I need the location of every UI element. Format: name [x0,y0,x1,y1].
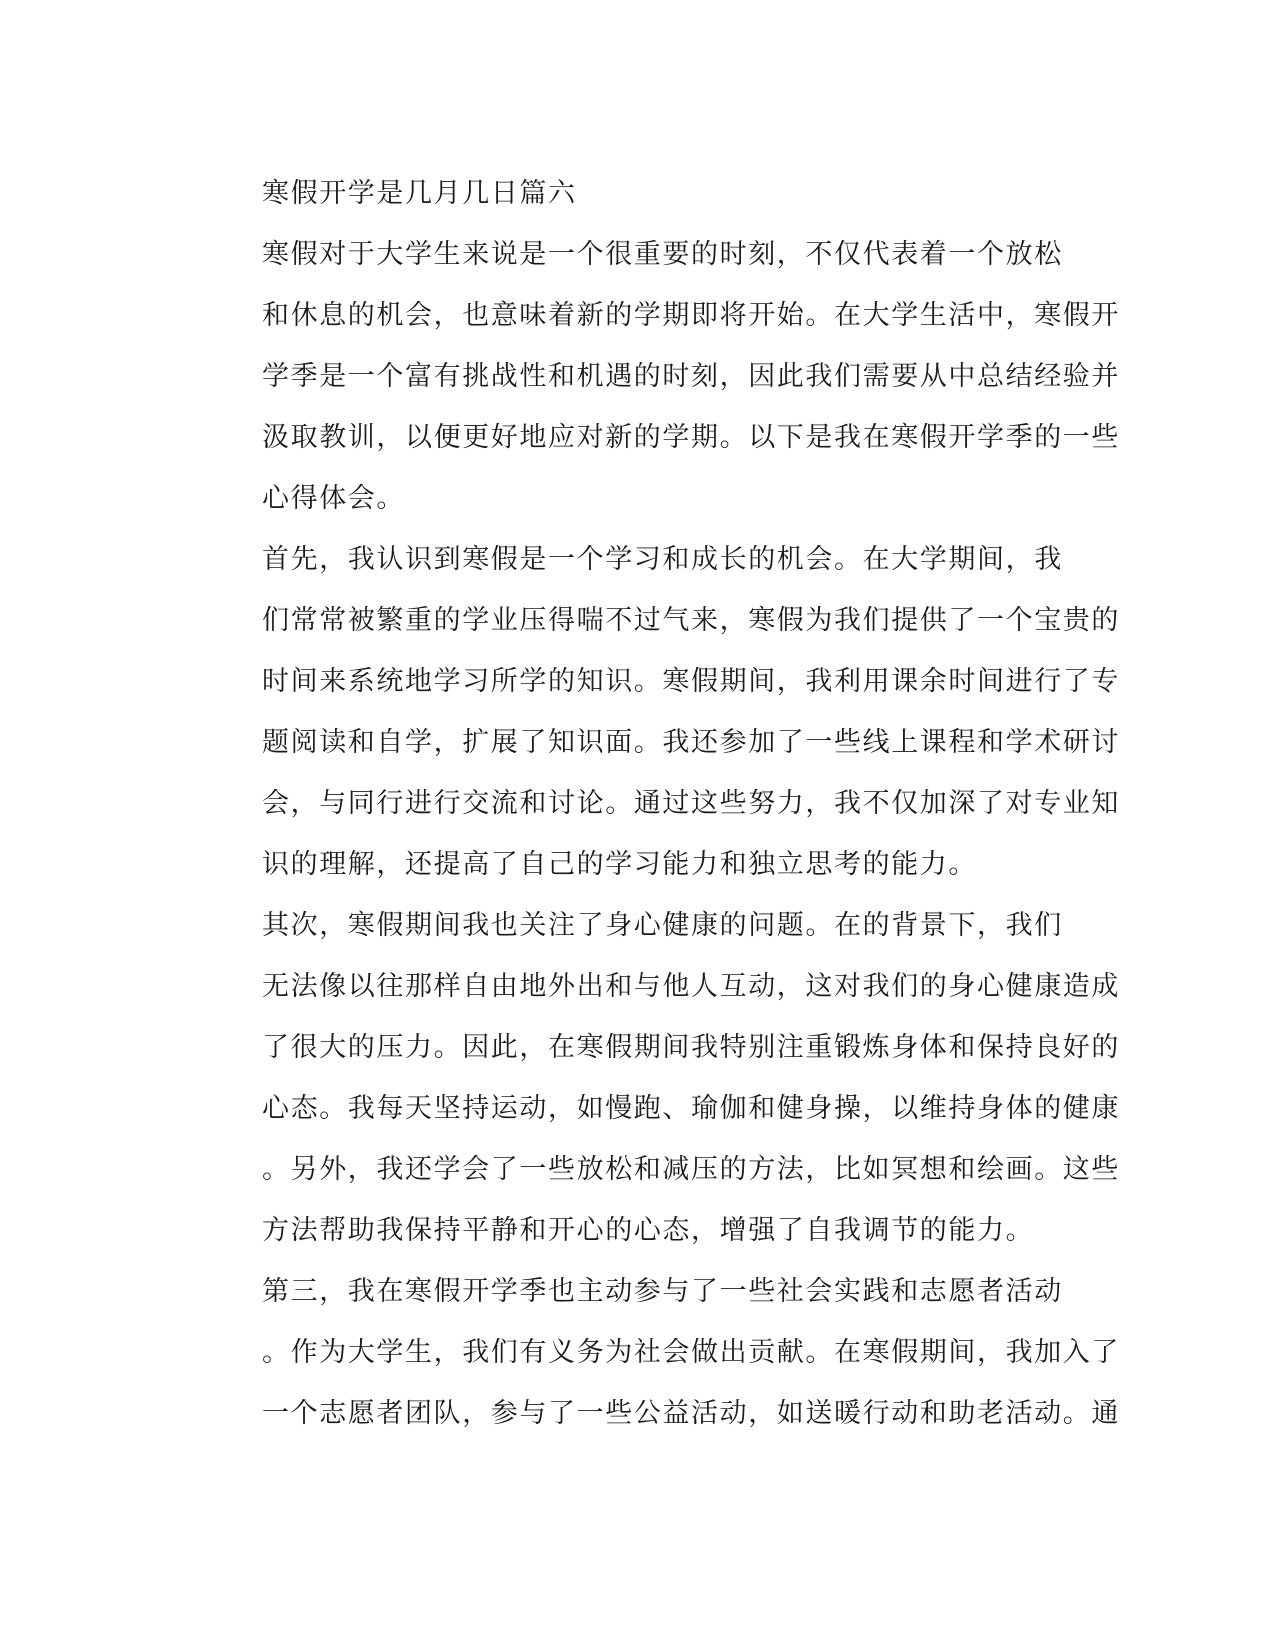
paragraph-line: 会，与同行进行交流和讨论。通过这些努力，我不仅加深了对专业知 [262,788,1120,819]
paragraph-line: 汲取教训，以便更好地应对新的学期。以下是我在寒假开学季的一些 [262,422,1120,453]
paragraph-line: 无法像以往那样自由地外出和与他人互动，这对我们的身心健康造成 [262,971,1120,1002]
document-body [188,163,1120,1444]
paragraph-line: 识的理解，还提高了自己的学习能力和独立思考的能力。 [262,849,977,880]
paragraph-line: 们常常被繁重的学业压得喘不过气来，寒假为我们提供了一个宝贵的 [262,605,1120,636]
paragraph-line: 了很大的压力。因此，在寒假期间我特别注重锻炼身体和保持良好的 [262,1032,1120,1063]
paragraph-line: 题阅读和自学，扩展了知识面。我还参加了一些线上课程和学术研讨 [262,727,1120,758]
paragraph-line: 一个志愿者团队，参与了一些公益活动，如送暖行动和助老活动。通 [262,1398,1120,1429]
paragraph-3 [188,895,1120,1261]
paragraph-line: 其次，寒假期间我也关注了身心健康的问题。在的背景下，我们 [262,910,1063,941]
paragraph-line: 时间来系统地学习所学的知识。寒假期间，我利用课余时间进行了专 [262,666,1120,697]
paragraph-line: 。另外，我还学会了一些放松和减压的方法，比如冥想和绘画。这些 [262,1154,1120,1185]
paragraph-2 [188,529,1120,895]
paragraph-line: 寒假对于大学生来说是一个很重要的时刻，不仅代表着一个放松 [262,239,1063,270]
paragraph-line: 学季是一个富有挑战性和机遇的时刻，因此我们需要从中总结经验并 [262,361,1120,392]
paragraph-line: 第三，我在寒假开学季也主动参与了一些社会实践和志愿者活动 [262,1276,1063,1307]
paragraph-line: 心得体会。 [262,483,405,514]
document-title: 寒假开学是几月几日篇六 [262,178,577,209]
paragraph-line: 心态。我每天坚持运动，如慢跑、瑜伽和健身操，以维持身体的健康 [262,1093,1120,1124]
paragraph-line: 和休息的机会，也意味着新的学期即将开始。在大学生活中，寒假开 [262,300,1120,331]
paragraph-1 [188,224,1120,529]
paragraph-line: 。作为大学生，我们有义务为社会做出贡献。在寒假期间，我加入了 [262,1337,1120,1368]
paragraph-4 [188,1261,1120,1444]
paragraph-line: 首先，我认识到寒假是一个学习和成长的机会。在大学期间，我 [262,544,1063,575]
paragraph-line: 方法帮助我保持平静和开心的心态，增强了自我调节的能力。 [262,1215,1035,1246]
